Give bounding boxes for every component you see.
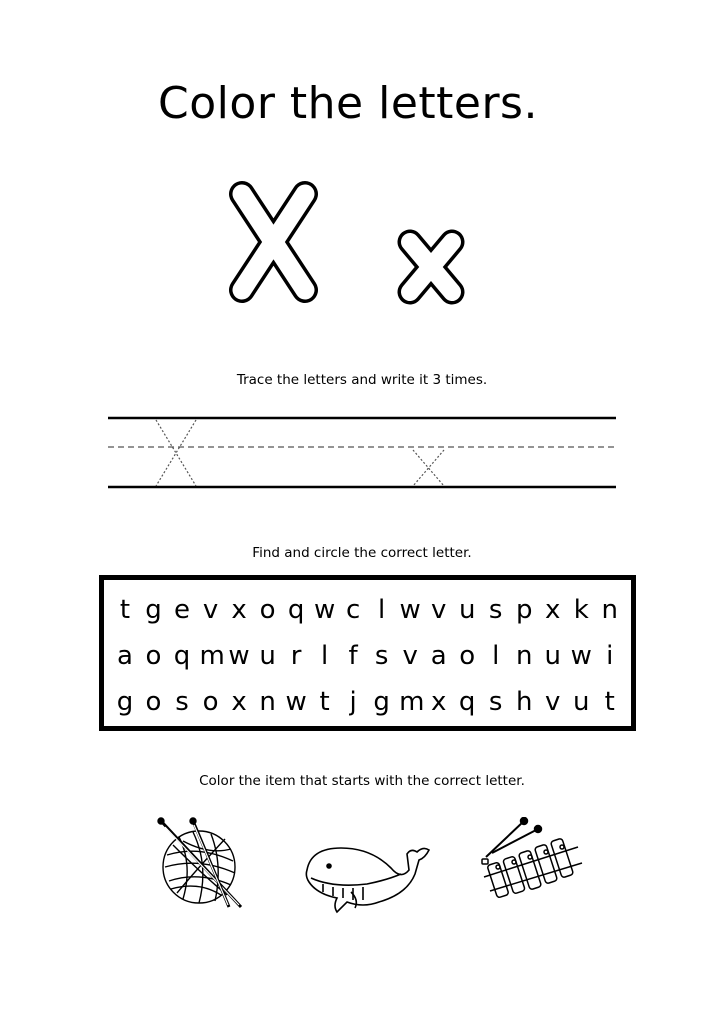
grid-row [114, 636, 621, 676]
picture-choices [0, 815, 724, 915]
grid-letter[interactable]: o [145, 641, 162, 671]
trace-instruction: Trace the letters and write it 3 times. [236, 372, 488, 388]
grid-letter[interactable]: w [313, 595, 336, 625]
xylophone-icon[interactable] [478, 817, 588, 917]
grid-letter[interactable]: w [228, 641, 250, 671]
grid-letter[interactable]: w [399, 595, 421, 625]
grid-letter[interactable]: s [175, 687, 189, 717]
grid-letter[interactable]: q [287, 595, 305, 625]
grid-letter[interactable]: g [145, 595, 162, 625]
grid-letter[interactable]: u [458, 595, 476, 625]
grid-letter[interactable]: v [202, 595, 219, 625]
grid-letter[interactable]: u [259, 641, 276, 671]
traceable-uppercase-x [156, 420, 196, 486]
find-instruction: Find and circle the correct letter. [252, 545, 472, 561]
grid-letter[interactable]: m [399, 687, 425, 717]
grid-letter[interactable]: u [573, 687, 590, 717]
page-title: Color the letters. [158, 78, 538, 129]
grid-letter[interactable]: s [488, 687, 503, 717]
grid-letter[interactable]: a [117, 641, 133, 671]
grid-letter[interactable]: o [459, 641, 476, 671]
letter-search-grid [99, 575, 636, 731]
grid-row [114, 682, 621, 722]
grid-letter[interactable]: s [488, 595, 503, 625]
grid-letter[interactable]: w [570, 641, 592, 671]
grid-letter[interactable]: n [259, 687, 276, 717]
grid-letter[interactable]: g [373, 687, 390, 717]
grid-letter[interactable]: v [430, 595, 447, 625]
grid-letter[interactable]: v [402, 641, 418, 671]
big-letters [0, 180, 724, 310]
grid-letter[interactable]: n [601, 595, 618, 625]
grid-letter[interactable]: r [290, 641, 302, 671]
grid-letter[interactable]: f [348, 641, 358, 671]
grid-letter[interactable]: v [545, 687, 561, 717]
grid-letter[interactable]: g [116, 687, 134, 717]
grid-letter[interactable]: o [202, 687, 219, 717]
grid-letter[interactable]: t [119, 595, 131, 625]
grid-letter[interactable]: x [231, 595, 247, 625]
grid-letter[interactable]: n [515, 641, 533, 671]
traceable-lowercase-x [413, 450, 444, 486]
grid-letter[interactable]: e [174, 595, 191, 625]
color-instruction: Color the item that starts with the correct letter. [199, 773, 525, 789]
grid-letter[interactable]: l [320, 641, 329, 671]
grid-letter[interactable]: u [544, 641, 561, 671]
grid-letter[interactable]: t [604, 687, 615, 717]
grid-letter[interactable]: s [374, 641, 389, 671]
whale-icon[interactable] [303, 830, 433, 920]
grid-letter[interactable]: x [545, 595, 561, 625]
grid-letter[interactable]: o [259, 595, 276, 625]
grid-letter[interactable]: q [173, 641, 191, 671]
grid-letter[interactable]: a [430, 641, 447, 671]
grid-letter[interactable]: j [349, 687, 357, 717]
grid-letter[interactable]: c [345, 595, 361, 625]
grid-row [114, 590, 621, 630]
tracing-lines[interactable] [108, 410, 618, 495]
grid-letter[interactable]: w [285, 687, 307, 717]
grid-letter[interactable]: i [606, 641, 614, 671]
grid-letter[interactable]: o [145, 687, 162, 717]
grid-letter[interactable]: x [231, 687, 247, 717]
yarn-ball-icon[interactable] [153, 815, 253, 915]
grid-letter[interactable]: x [430, 687, 447, 717]
grid-letter[interactable]: h [515, 687, 533, 717]
outline-uppercase-x[interactable] [220, 180, 330, 310]
grid-letter[interactable]: l [378, 595, 386, 625]
grid-letter[interactable]: k [573, 595, 589, 625]
outline-lowercase-x[interactable] [392, 228, 472, 308]
grid-letter[interactable]: l [492, 641, 500, 671]
grid-letter[interactable]: q [458, 687, 476, 717]
grid-letter[interactable]: p [515, 595, 533, 625]
grid-letter[interactable]: t [319, 687, 330, 717]
grid-letter[interactable]: m [199, 641, 225, 671]
